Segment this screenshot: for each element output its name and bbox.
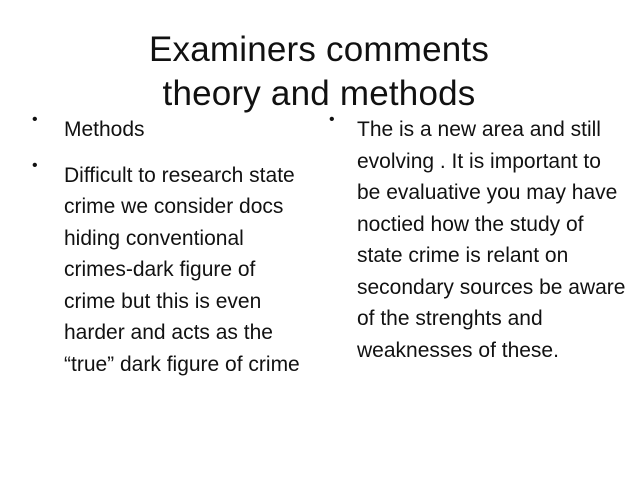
- slide-title-line-2: theory and methods: [162, 74, 476, 113]
- slide-title-line-1: Examiners comments: [148, 30, 490, 69]
- left-column: [30, 111, 308, 394]
- left-bullet-item-1: [30, 111, 308, 146]
- bullet-text: Difficult to research state crime we consider docs hiding conventional crimes-dark figure of crime but this is even harder and acts as the “true” dark figure of crime: [64, 163, 300, 376]
- right-bullet-item-1: [327, 111, 627, 366]
- bullet-icon: •: [32, 111, 38, 128]
- left-bullet-item-2: [30, 156, 308, 381]
- bullet-icon: •: [32, 156, 38, 174]
- bullet-icon: •: [329, 111, 335, 128]
- bullet-text: The is a new area and still evolving . It is important to be evaluative you may have noctied how the study of state crime is relant on secondary sources be aware of the strenghts and weaknesses of these.: [357, 118, 626, 362]
- bullet-text: Methods: [64, 118, 145, 141]
- right-column: [327, 111, 627, 380]
